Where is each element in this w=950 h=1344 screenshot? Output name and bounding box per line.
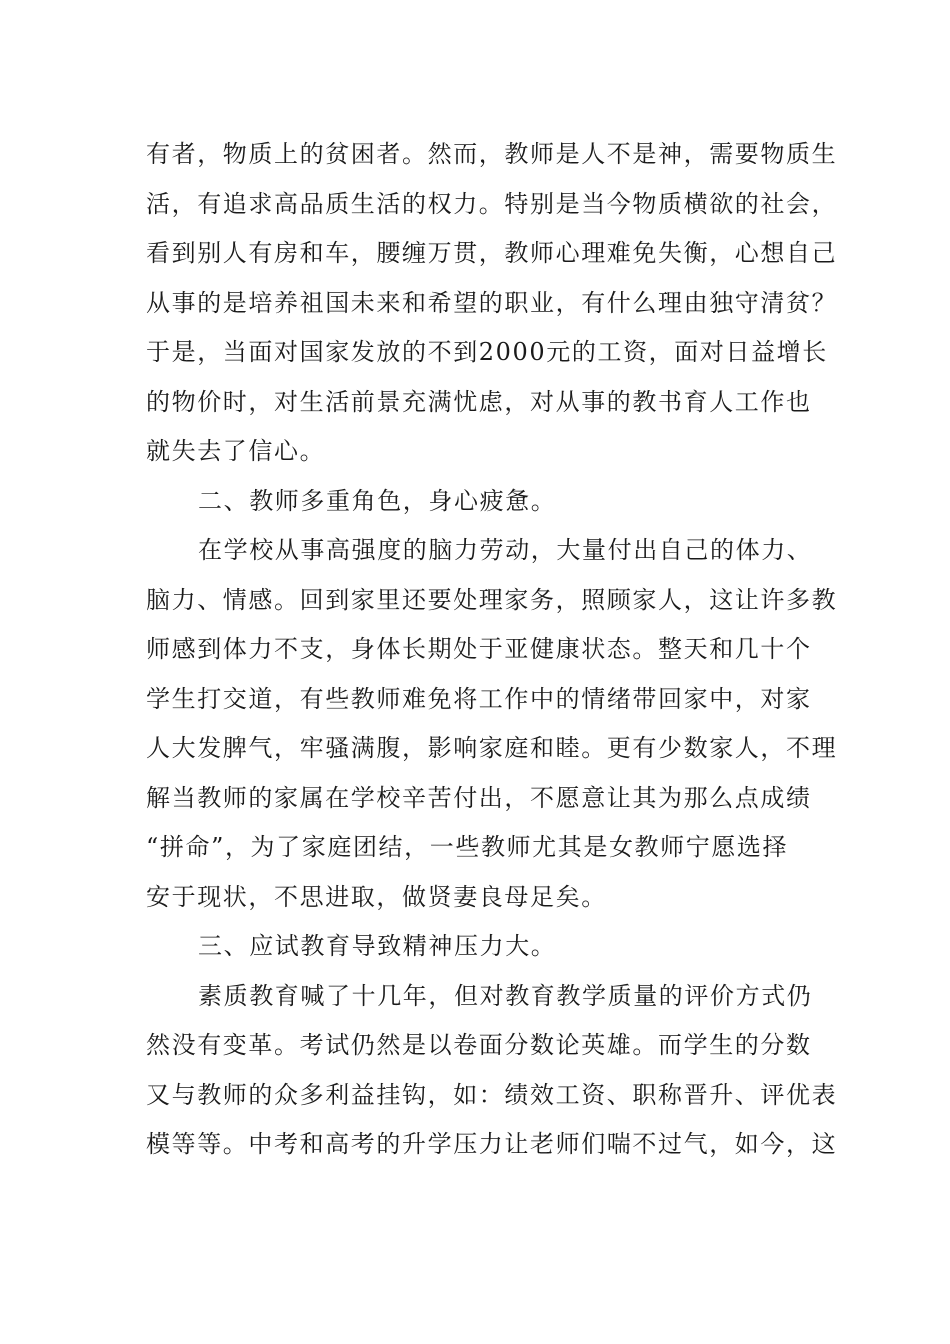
text-line: 有者，物质上的贫困者。然而，教师是人不是神，需要物质生	[146, 140, 838, 168]
text-line: “拼命”，为了家庭团结，一些教师尤其是女教师宁愿选择	[146, 833, 789, 861]
text-line: 解当教师的家属在学校辛苦付出，不愿意让其为那么点成绩	[146, 783, 812, 812]
text-line: 人大发脾气，牢骚满腹，影响家庭和睦。更有少数家人，不理	[146, 734, 838, 762]
text-line: 然没有变革。考试仍然是以卷面分数论英雄。而学生的分数	[146, 1031, 812, 1059]
text-line: 看到别人有房和车，腰缠万贯，教师心理难免失衡，心想自己	[146, 239, 838, 267]
text-line: 就失去了信心。	[146, 437, 326, 465]
section-heading: 二、教师多重角色，身心疲惫。	[198, 486, 557, 515]
section-heading: 三、应试教育导致精神压力大。	[198, 932, 557, 960]
text-line: 的物价时，对生活前景充满忧虑，对从事的教书育人工作也	[146, 387, 812, 416]
paragraph-start-line: 在学校从事高强度的脑力劳动，大量付出自己的体力、	[198, 536, 813, 564]
paragraph-start-line: 素质教育喊了十几年，但对教育教学质量的评价方式仍	[198, 981, 813, 1010]
text-line: 又与教师的众多利益挂钩，如：绩效工资、职称晋升、评优表	[146, 1080, 838, 1109]
text-line: 从事的是培养祖国未来和希望的职业，有什么理由独守清贫？	[146, 288, 838, 317]
text-line: 脑力、情感。回到家里还要处理家务，照顾家人，这让许多教	[146, 585, 838, 614]
text-line: 师感到体力不支，身体长期处于亚健康状态。整天和几十个	[146, 635, 812, 663]
text-line: 学生打交道，有些教师难免将工作中的情绪带回家中，对家	[146, 684, 812, 713]
text-line: 活，有追求高品质生活的权力。特别是当今物质横欲的社会，	[146, 189, 838, 218]
text-line: 模等等。中考和高考的升学压力让老师们喘不过气，如今，这	[146, 1130, 838, 1158]
document-body	[146, 130, 838, 1170]
text-line: 于是，当面对国家发放的不到2000元的工资，面对日益增长	[146, 338, 828, 366]
text-line: 安于现状，不思进取，做贤妻良母足矣。	[146, 882, 607, 911]
